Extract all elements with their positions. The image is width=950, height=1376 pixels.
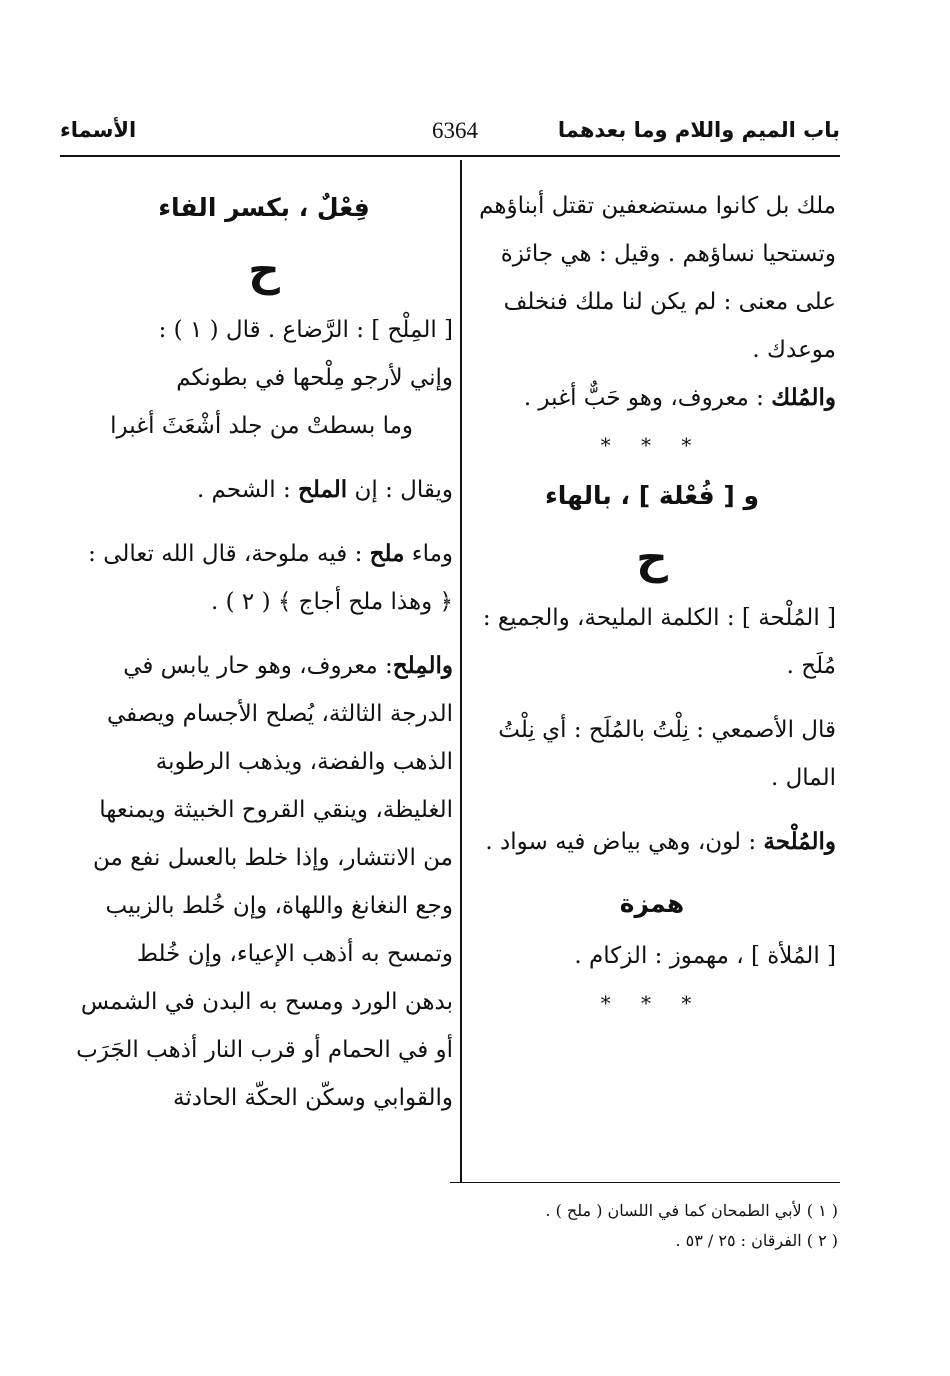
section-separator: * * * (600, 433, 704, 457)
text-line: وتمسح به أذهب الإعياء، وإن خُلط (136, 941, 453, 967)
entry-milh-rada: [ المِلْح ] : الرَّضاع . قال ( ١ ) : (158, 317, 453, 343)
keyword: ملح (369, 540, 405, 567)
text-line: وتستحيا نساؤهم . وقيل : هي جائزة (500, 241, 836, 267)
text-line: موعدك . (752, 337, 836, 363)
text: : فيه ملوحة، قال الله تعالى : (88, 541, 370, 567)
right-column (468, 160, 836, 1026)
letter-heading: ح (248, 245, 280, 296)
section-separator: * * * (600, 991, 704, 1015)
text-line: على معنى : لم يكن لنا ملك فنخلف (503, 289, 836, 315)
footnote-rule (450, 1182, 840, 1183)
text-line (75, 530, 453, 578)
verse-line: وما بسطتْ من جلد أشْعَثَ أغبرا (110, 413, 413, 439)
text-line: ملك بل كانوا مستضعفين تقتل أبناؤهم (479, 193, 836, 219)
text-line: المال . (770, 765, 836, 791)
footnote-1: ( ١ ) لأبي الطمحان كما في اللسان ( ملح ) . (545, 1201, 838, 1220)
text: : معروف، وهو حار يابس في (123, 653, 393, 679)
entry-mula: [ المُلأة ] ، مهموز : الزكام . (574, 943, 836, 969)
text: وماء (404, 541, 453, 567)
entry-milh-shahm (75, 466, 453, 514)
letter-heading: ح (636, 533, 668, 584)
keyword: الملح (298, 476, 348, 503)
page-header (60, 116, 840, 156)
entry-mulha-color (468, 818, 836, 866)
text-line: قال الأصمعي : نِلْتُ بالمُلَح : أي نِلْتُ (498, 717, 836, 743)
footnote-2: ( ٢ ) الفرقان : ٢٥ / ٥٣ . (675, 1231, 838, 1250)
text-line: [ المُلْحة ] : الكلمة المليحة، والجميع : (482, 605, 836, 631)
entry-asmai (468, 706, 836, 802)
paragraph-continued (468, 182, 836, 374)
page-number: 6364 (432, 118, 478, 143)
text-line: من الانتشار، وإذا خلط بالعسل نفع من (93, 845, 453, 871)
text-line: وجع النغانغ واللهاة، وإن خُلط بالزبيب (105, 893, 453, 919)
chapter-title: باب الميم واللام وما بعدهما (557, 118, 840, 142)
verse-line: وإني لأرجو مِلْحها في بطونكم (176, 365, 453, 391)
text-line (75, 642, 453, 690)
text-line: الدرجة الثالثة، يُصلح الأجسام ويصفي (107, 701, 453, 727)
text: : الشحم . (196, 477, 299, 503)
keyword: والمُلك (771, 384, 836, 411)
column-divider (460, 160, 462, 1182)
text-line: الغليظة، وينقي القروح الخبيثة ويمنعها (99, 797, 453, 823)
text-line: والقوابي وسكّن الحكّة الحادثة (172, 1085, 453, 1111)
section-heading: فِعْلٌ ، بكسر الفاء (158, 193, 370, 222)
entry-milh-salt (75, 642, 453, 1122)
section-title: الأسماء (60, 118, 137, 142)
footnotes (338, 1196, 838, 1256)
definition: : لون، وهي بياض فيه سواد . (485, 829, 757, 855)
hamza-heading: همزة (619, 889, 685, 918)
entry-maa-milh (75, 530, 453, 626)
text-line: الذهب والفضة، ويذهب الرطوبة (155, 749, 453, 775)
quran-quote: ﴿ وهذا ملح أجاج ﴾ ( ٢ ) . (211, 589, 453, 615)
keyword: والمِلح (392, 652, 453, 679)
left-column (75, 160, 453, 1122)
entry-mulha (468, 594, 836, 690)
definition: : معروف، وهو حَبٌّ أغبر . (523, 385, 764, 411)
section-heading: و [ فُعْلة ] ، بالهاء (544, 481, 760, 510)
text-line: بدهن الورد ومسح به البدن في الشمس (80, 989, 453, 1015)
verse (75, 354, 453, 450)
text: ويقال : إن (347, 477, 453, 503)
entry-mulk (468, 374, 836, 422)
text-line: مُلَح . (786, 653, 836, 679)
keyword: والمُلْحة (763, 828, 836, 855)
text-line: أو في الحمام أو قرب النار أذهب الجَرَب (76, 1037, 453, 1063)
header-rule (60, 155, 840, 157)
